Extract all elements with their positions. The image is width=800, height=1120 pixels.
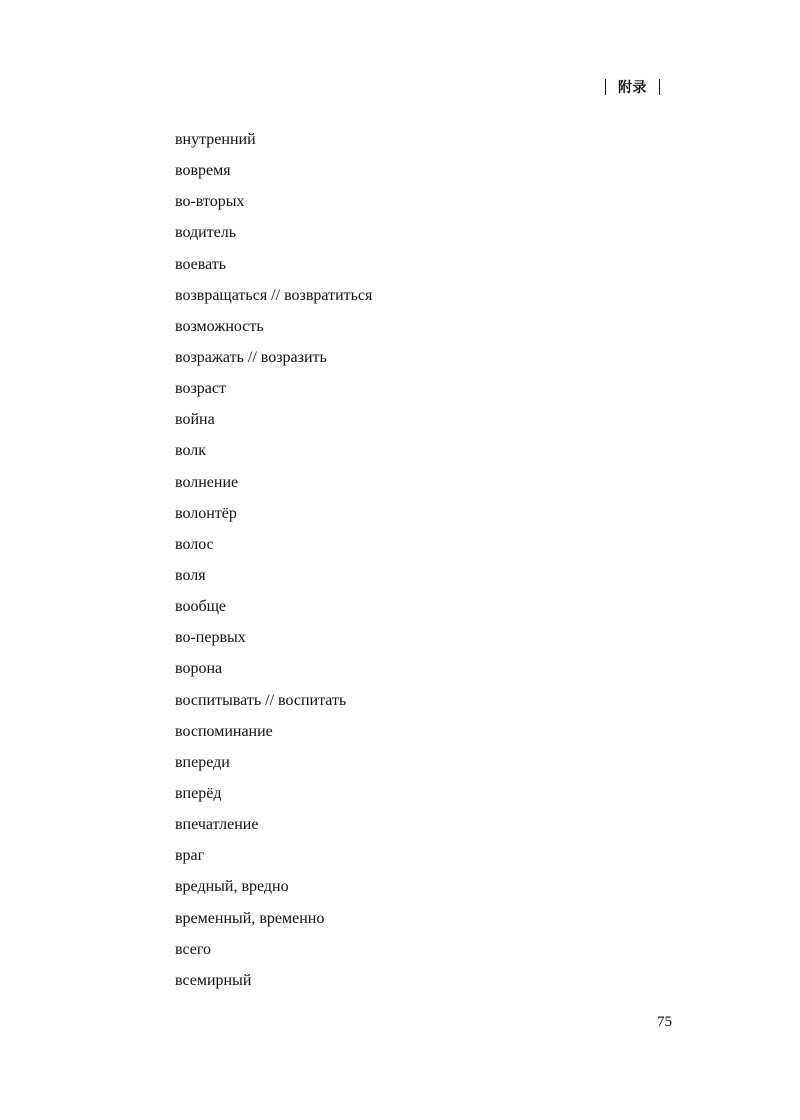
- vocabulary-item: волонтёр: [175, 504, 237, 522]
- vocabulary-item: война: [175, 411, 215, 429]
- vocabulary-item: вовремя: [175, 162, 231, 180]
- vocabulary-item: водитель: [175, 224, 237, 242]
- vocabulary-item: всемирный: [175, 971, 252, 989]
- vocabulary-item: возраст: [175, 380, 226, 398]
- vocabulary-item: воевать: [175, 255, 227, 273]
- vocabulary-item: вперёд: [175, 784, 222, 802]
- vocabulary-item: во-первых: [175, 629, 246, 647]
- header-title: 附录: [618, 80, 647, 96]
- vocabulary-item: вредный, вредно: [175, 878, 289, 896]
- vocabulary-item: во-вторых: [175, 193, 245, 211]
- vocabulary-item: впечатление: [175, 816, 259, 834]
- vocabulary-item: всего: [175, 940, 212, 958]
- vocabulary-item: ворона: [175, 660, 223, 678]
- vocabulary-list: [175, 126, 372, 998]
- vocabulary-item: воля: [175, 566, 206, 584]
- vocabulary-item: впереди: [175, 753, 230, 771]
- page-number: 75: [657, 1014, 672, 1030]
- vocabulary-item: внутренний: [175, 131, 256, 148]
- vocabulary-item: волнение: [175, 473, 239, 491]
- vocabulary-item: вообще: [175, 598, 227, 616]
- vocabulary-item: волос: [175, 535, 214, 553]
- vocabulary-item: волк: [175, 442, 206, 460]
- header-divider-right: [659, 79, 660, 95]
- vocabulary-item: временный, временно: [175, 909, 325, 927]
- vocabulary-item: возможность: [175, 317, 264, 335]
- vocabulary-item: воспитывать // воспитать: [175, 691, 347, 709]
- vocabulary-item: возвращаться // возвратиться: [175, 286, 373, 304]
- vocabulary-item: враг: [175, 847, 205, 865]
- vocabulary-item: воспоминание: [175, 722, 273, 740]
- vocabulary-item: возражать // возразить: [175, 348, 327, 366]
- running-header: [605, 76, 660, 98]
